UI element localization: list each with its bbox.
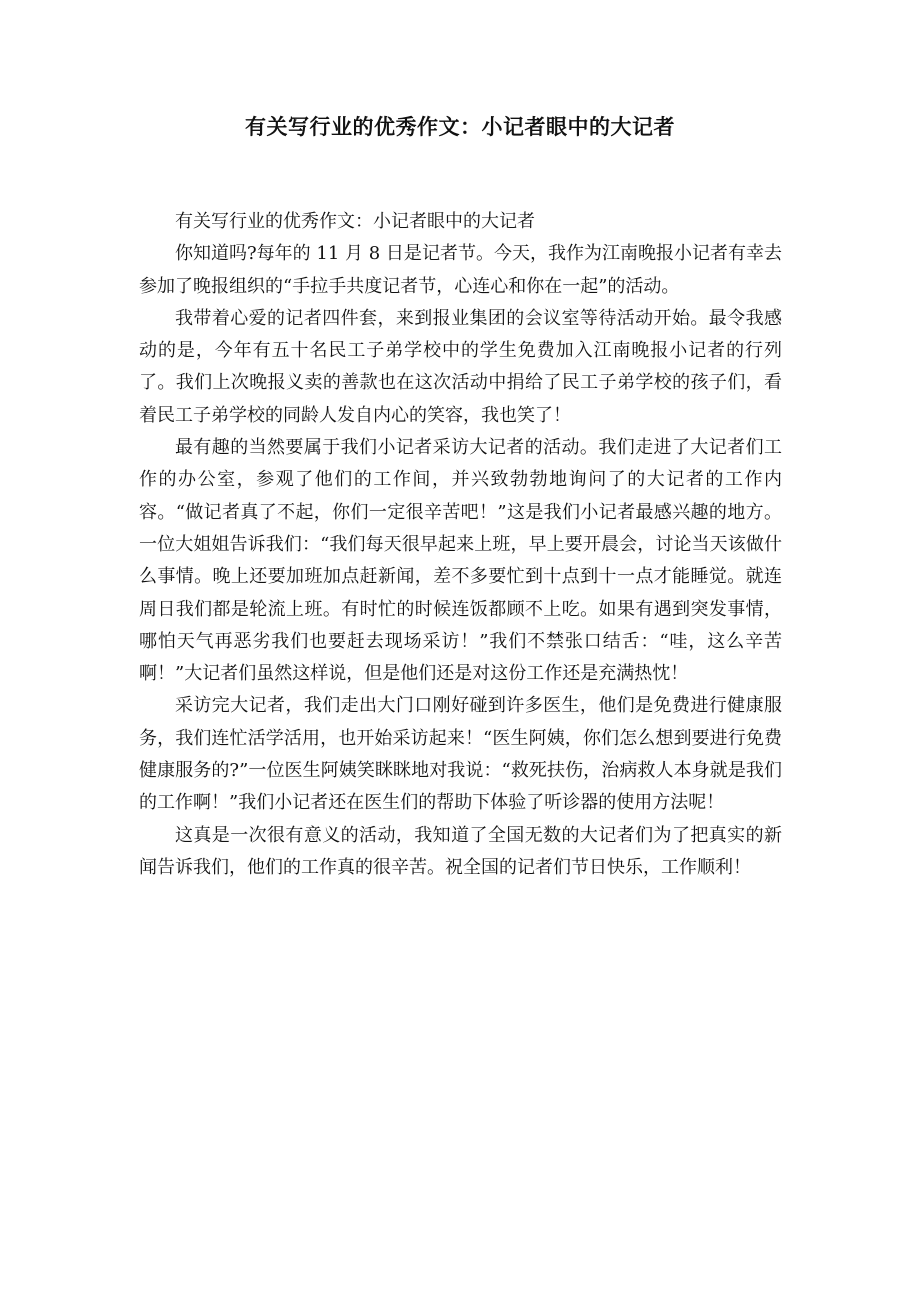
- paragraph-interview-journalists: 最有趣的当然要属于我们小记者采访大记者的活动。我们走进了大记者们工作的办公室，参观了他们的工作间，并兴致勃勃地询问了的大记者的工作内容。“做记者真了不起，你们一定很辛苦吧！”这是我们小记者最感兴趣的地方。一位大姐姐告诉我们：“我们每天很早起来上班，早上要开晨会，讨论当天该做什么事情。晚上还要加班加点赶新闻，差不多要忙到十点到十一点才能睡觉。就连周日我们都是轮流上班。有时忙的时候连饭都顾不上吃。如果有遇到突发事情，哪怕天气再恶劣我们也要赶去现场采访！”我们不禁张口结舌：“哇，这么辛苦啊！”大记者们虽然这样说，但是他们还是对这份工作还是充满热忱！: [139, 437, 782, 685]
- paragraph-conference-room: 我带着心爱的记者四件套，来到报业集团的会议室等待活动开始。最令我感动的是，今年有五十名民工子弟学校中的学生免费加入江南晚报小记者的行列了。我们上次晚报义卖的善款也在这次活动中捐给了民工子弟学校的孩子们，看着民工子弟学校的同龄人发自内心的笑容，我也笑了！: [139, 307, 782, 426]
- paragraph-intro: 你知道吗?每年的 11 月 8 日是记者节。今天，我作为江南晚报小记者有幸去参加了晚报组织的“手拉手共度记者节，心连心和你在一起”的活动。: [139, 243, 782, 297]
- document-title: 有关写行业的优秀作文：小记者眼中的大记者: [245, 115, 675, 139]
- document-body: [139, 206, 782, 884]
- paragraph-subtitle: 有关写行业的优秀作文：小记者眼中的大记者: [175, 211, 535, 232]
- paragraph-conclusion: 这真是一次很有意义的活动，我知道了全国无数的大记者们为了把真实的新闻告诉我们，他们的工作真的很辛苦。祝全国的记者们节日快乐，工作顺利！: [139, 824, 782, 878]
- paragraph-interview-doctors: 采访完大记者，我们走出大门口刚好碰到许多医生，他们是免费进行健康服务，我们连忙活学活用，也开始采访起来！“医生阿姨，你们怎么想到要进行免费健康服务的?”一位医生阿姨笑眯眯地对我说：“救死扶伤，治病救人本身就是我们的工作啊！”我们小记者还在医生们的帮助下体验了听诊器的使用方法呢！: [139, 695, 782, 814]
